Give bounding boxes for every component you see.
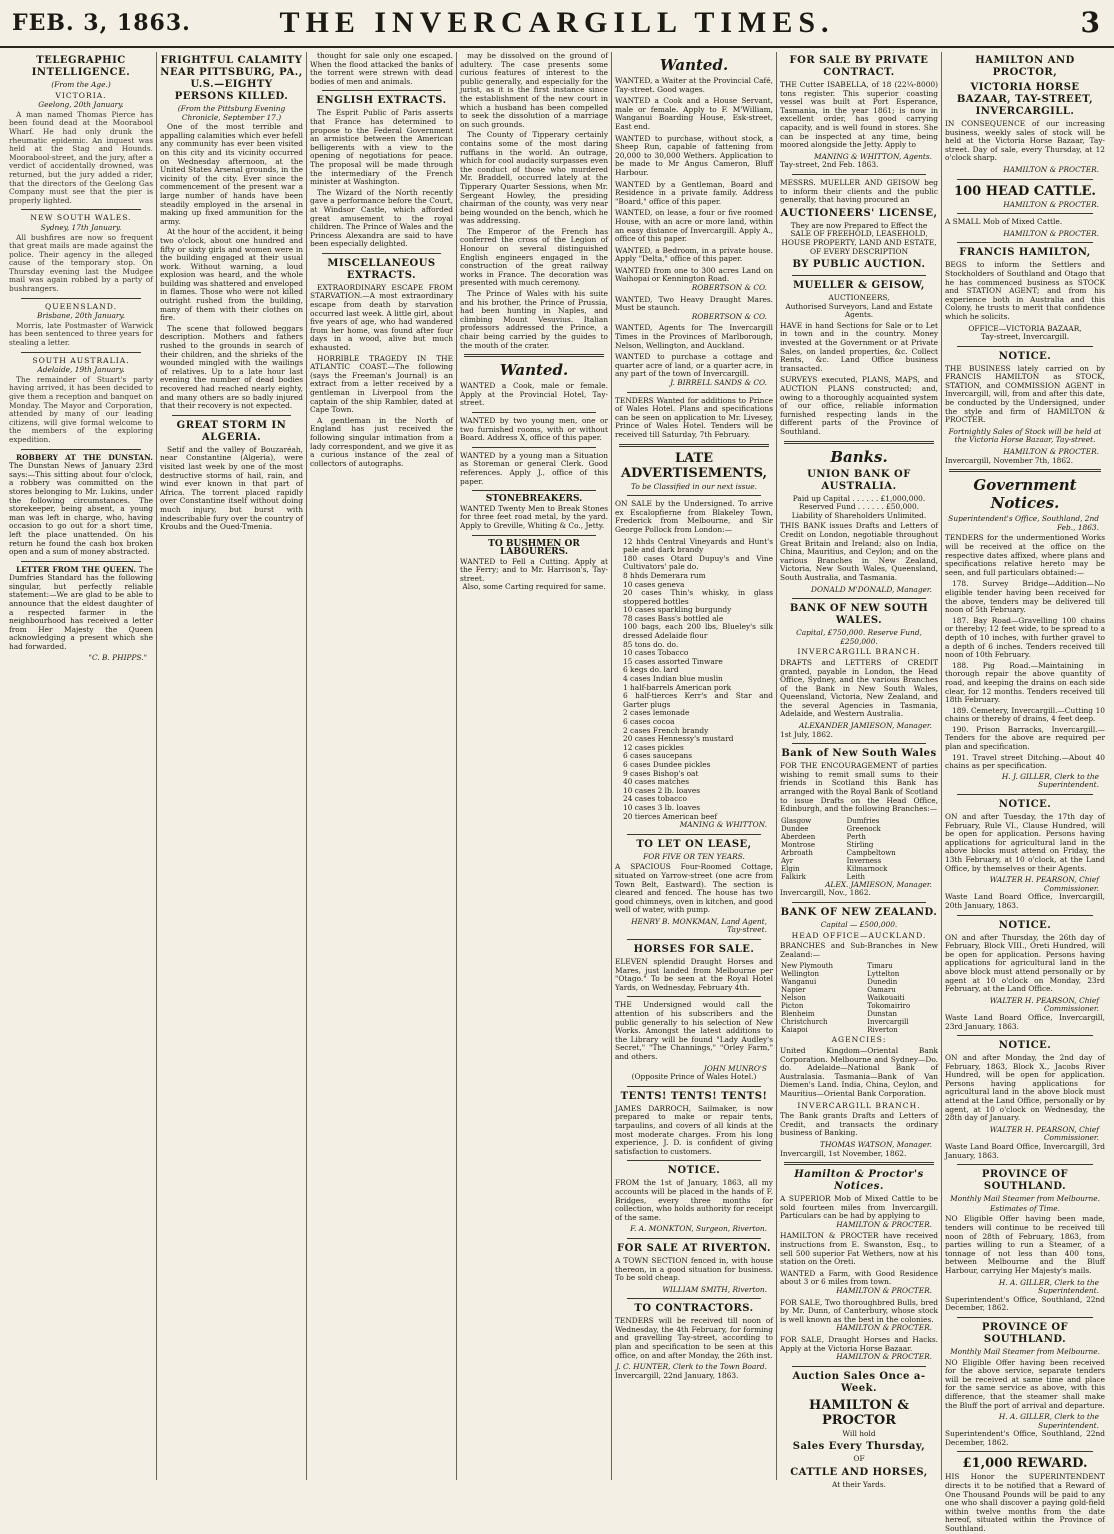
auction-name: HAMILTON & PROCTOR — [808, 1397, 910, 1428]
mueller-surveys: SURVEYS executed, PLANS, MAPS, and AUCTION PLANS constructed; and, owing to a thoroughly acquainted system of our office, reliable information furnished respecting lands in the different parts of the Province of Southland. — [780, 375, 938, 436]
nz-branch-name: Timaru — [867, 962, 893, 971]
nz-branch-name: Lyttelton — [867, 970, 900, 979]
sale-intro: ON SALE by the Undersigned. To arrive ex Escalopfierne from Blakeley Town, Frederick from Melbourne, and Sir George Pollock from London:— — [615, 499, 773, 534]
calamity-heading: FRIGHTFUL CALAMITY NEAR PITTSBURG, PA., U.S.—EIGHTY PERSONS KILLED. — [160, 55, 303, 102]
nz-branch-name: Invercargill — [867, 1018, 909, 1027]
sale-signature: MANING & WHITTON. — [679, 820, 767, 830]
nsw-bank-text: DRAFTS and LETTERS of CREDIT granted, payable in London, the Head Office, Sydney, and the various Branches of the Bank in New South Wales, Queensland, Victoria, New Zealand, and the several Agencies in Tasmania, Adelaide, and Western Australia. — [780, 657, 938, 719]
province-2-date: Superintendent's Office, Southland, 22nd December, 1862. — [945, 1429, 1105, 1447]
nz-branch-name: Dunedin — [867, 978, 898, 987]
sale-list-item: 100 bags, each 200 lbs, Blueley's silk dressed Adelaide flour — [623, 622, 773, 641]
gov-tender-item: 189. Cemetery, Invercargill.—Cutting 10 chains or thereby of drains, 4 feet deep. — [945, 705, 1105, 724]
sa-dateline: Adelaide, 19th January. — [37, 365, 125, 375]
wanted-house-ad: WANTED, on lease, a four or five roomed House, with an acre or more land, within an easy distance of Invercargill. Apply A., office of this paper. — [615, 208, 773, 244]
hp-horses-ad: FOR SALE, Draught Horses and Hacks. Apply at the Victoria Horse Bazaar. HAMILTON & PROCTER. — [780, 1335, 938, 1362]
calamity-text-3: The scene that followed beggars description. Mothers and fathers rushed to the grounds in search of their children, and the shrieks of the wounded mingled with the wailings of relatives. Up to a late hour last evening the number of dead bodies recovered had reached nearly eighty, and many others are so badly injured that their recovery is not expected. — [160, 323, 303, 411]
sale-list-item: 78 cases Bass's bottled ale — [623, 613, 724, 623]
bazaar-text: IN CONSEQUENCE of our increasing business, weekly sales of stock will be held at the Victoria Horse Bazaar, Tay-street. Day of sale, every Thursday, at 12 o'clock sharp. — [945, 119, 1105, 163]
nz-branch-name: Oamaru — [867, 986, 896, 995]
riverton-text: A TOWN SECTION fenced in, with house thereon, in a good situation for business. To be sold cheap. — [615, 1255, 773, 1283]
legion-text: The Emperor of the French has conferred the cross of the Legion of Honour on several distinguished English engineers engaged in the construction of the great railway works in France. The decoration was presented with much ceremony. — [460, 226, 608, 288]
hundred-cattle-signature: HAMILTON & PROCTER. — [1003, 199, 1099, 209]
storm-continued: thought for sale only one escaped. When the flood attacked the banks of the torrent were strewn with dead bodies of men and animals. — [310, 51, 453, 86]
bushmen-ad: TO BUSHMEN OR LABOURERS. WANTED to Fell a Cutting. Apply at the Ferry; and to Mr. Harrison's, Tay-street. Also, some Carting required for same. — [460, 538, 608, 592]
province-2-mail: Monthly Mail Steamer from Melbourne. — [950, 1346, 1100, 1356]
branch-name: Perth — [846, 832, 866, 841]
mueller-intro: MESSRS. MUELLER AND GEISOW beg to inform their clients and the public generally, that having procured an — [780, 177, 938, 205]
auction-goods: CATTLE AND HORSES, — [790, 1466, 928, 1478]
hp-wethers-ad: HAMILTON & PROCTER have received instructions from E. Swanston, Esq., to sell 500 superior Fat Wethers, now at his station on the Oreti. — [780, 1231, 938, 1267]
sale-list-item: 20 tierces American beef — [623, 811, 718, 821]
auctioneers-license: AUCTIONEERS' LICENSE, — [780, 207, 938, 219]
gov-notice-3-signature: WALTER H. PEARSON, Chief Commissioner. — [989, 995, 1099, 1014]
stonebreakers-heading: STONEBREAKERS. — [485, 494, 583, 505]
sale-list-item: 6 kegs do. lard — [623, 665, 679, 675]
nsw2-date: Invercargill, Nov., 1862. — [780, 888, 871, 898]
column-4 — [456, 52, 611, 1480]
sale-list-item: 8 hhds Demerara rum — [623, 570, 706, 580]
gov-tender-item: 187. Bay Road—Gravelling 100 chains or thereby; 12 feet wide, to be spread to a depth of 10 inches, with further gravel to a depth of 6 inches. Tenders received till noon of 10th February. — [945, 615, 1105, 660]
nz-branch-name: Christchurch — [781, 1018, 828, 1027]
gov-tender-item: 190. Prison Barracks, Invercargill.—Tenders for the above are required per plan and specification. — [945, 724, 1105, 752]
misc-extracts-heading: MISCELLANEOUS EXTRACTS. — [327, 257, 436, 281]
gov-notice-4-heading: NOTICE. — [998, 1040, 1052, 1052]
francis-hamilton-text: BEGS to inform the Settlers and Stockholders of Southland and Otago that he has commenced business as STOCK and STATION AGENT; and from his experience both in Australia and this Colony, he trusts to merit that confidence which he solicits. — [945, 260, 1105, 321]
gov-tender-item: 178. Survey Bridge—Addition—No eligible tender having been received for the above, tenders may be delivered till noon of 5th February. — [945, 579, 1105, 615]
province-heading: PROVINCE OF SOUTHLAND. — [981, 1169, 1069, 1193]
mueller-sections: HAVE in hand Sections for Sale or to Let in town and in the country. Money invested at the Government or at Private Sales, on landed properties, &c. Collect Rents, &c. Land Office business transacted. — [780, 320, 938, 373]
masthead — [0, 0, 1114, 48]
francis-hamilton-office-2: Tay-street, Invercargill. — [980, 332, 1070, 342]
scottish-branches — [780, 817, 938, 881]
monkton-notice-heading: NOTICE. — [667, 1165, 721, 1177]
sale-list-item: 9 cases Bishop's oat — [623, 768, 699, 778]
province-signature: H. A. GILLER, Clerk to the Superintendent. — [998, 1277, 1099, 1296]
calamity-source: (From the Pittsburg Evening Chronicle, September 17.) — [177, 104, 286, 122]
union-bank-liability: Liability of Shareholders Unlimited. — [791, 510, 927, 520]
nz-agencies-text: United Kingdom—Oriental Bank Corporation. Melbourne and Sydney—Do. do. Adelaide—National Bank of Australasia. Tasmania—Bank of Van Diemen's Land. India, China, Ceylon, and Mauritius—Oriental Bank Corporation. — [780, 1045, 938, 1098]
cutter-date: Tay-street, 2nd Feb. 1863. — [780, 160, 879, 170]
nsw2-heading: Bank of New South Wales — [781, 748, 937, 760]
to-let-text: A SPACIOUS Four-Roomed Cottage, situated on Yarrow-street (one acre from Town Belt, Eastward). The section is cleared and fenced. The house has two good chimneys, oven in kitchen, and good well of water, with pump. — [615, 862, 773, 915]
wanted-waiter-ad: WANTED, a Waiter at the Provincial Café, Tay-street. Good wages. — [615, 76, 773, 94]
government-notices-heading: Government Notices. — [973, 476, 1077, 513]
tipperary-text: The County of Tipperary certainly contains some of the most daring ruffians in the world. An outrage, which for cool audacity surpasses even the conduct of those who murdered Mr. Braddell, occurred lately at the Tipperary Quarter Sessions, when Mr. Sergeant Howley, the presiding chairman of the county, was very near being wounded on the bench, which he was addressing. — [460, 130, 608, 226]
victoria-bazaar: VICTORIA HORSE BAZAAR, TAY-STREET, INVERCARGILL. — [956, 82, 1094, 117]
sale-list-item: 40 cases matches — [623, 777, 690, 787]
nsw2-text: FOR THE ENCOURAGEMENT of parties wishing to remit small sums to their friends in Scotland this Bank has arranged with the Royal Bank of Scotland to issue Drafts on the Head Office, Edinburgh, and the following Branches:— — [780, 761, 938, 814]
calamity-text-1: One of the most terrible and appalling calamities which ever befell any community has ever been visited on this city and its vicinity occurred on Wednesday afternoon, at the United States Arsenal grounds, in the vicinity of the city. Ever since the commencement of the present war a large number of hands have been steadily employed in the arsenal in making up fixed ammunition for the army. — [160, 122, 303, 226]
sale-list-item: 2 cases French brandy — [623, 725, 709, 735]
hp-cattle-ad: A SUPERIOR Mob of Mixed Cattle to be sold fourteen miles from Invercargill. Particulars can be had by applying to HAMILTON & PROCTER. — [780, 1194, 938, 1229]
telegraphic-source: (From the Age.) — [51, 80, 111, 89]
business-notice-signature: HAMILTON & PROCTER. — [1003, 447, 1099, 457]
contractors-signature: J. C. HUNTER, Clerk to the Town Board. — [615, 1362, 767, 1372]
column-5 — [611, 52, 776, 1480]
wanted-board-ad: WANTED by a Gentleman, Board and Residence in a private family. Address "Board," office of this paper. — [615, 179, 773, 206]
gov-notice-4-signature: WALTER H. PEARSON, Chief Commissioner. — [989, 1124, 1099, 1143]
bushmen-heading: TO BUSHMEN OR LABOURERS. — [488, 538, 580, 558]
small-mob-signature: HAMILTON & PROCTER. — [1003, 228, 1099, 238]
nz-branch-name: Dunstan — [867, 1010, 897, 1019]
queen-letter-heading: LETTER FROM THE QUEEN. — [16, 564, 136, 574]
auction-of: OF — [853, 1454, 865, 1464]
wanted-cottage-ad: WANTED to purchase a cottage and quarter acre of land, or a quarter acre, in any part of the town of Invercargill. J. BIRRELL SANDS & CO. — [615, 352, 773, 387]
sale-list-item: 4 cases Indian blue muslin — [623, 674, 723, 684]
nz-bank-office: HEAD OFFICE—AUCKLAND. — [791, 930, 927, 940]
gov-notice-2-signature: WALTER H. PEARSON, Chief Commissioner. — [989, 875, 1099, 893]
branch-name: Campbeltown — [846, 848, 896, 857]
auction-yards: At their Yards. — [832, 1479, 886, 1489]
nz-branches — [780, 962, 938, 1034]
hp-header: HAMILTON AND PROCTOR, — [975, 55, 1075, 78]
sale-list-item: 10 cases sparkling burgundy — [623, 605, 732, 615]
to-let-signature: HENRY B. MONKMAN, Land Agent, Tay-street. — [631, 916, 767, 935]
branch-name: Falkirk — [781, 872, 806, 881]
misc-text-2: HORRIBLE TRAGEDY IN THE ATLANTIC COAST.—The following (says the Freeman's Journal) is an extract from a letter received by a gentleman in Liverpool from the captain of the ship Rambler, dated at Cape Town. — [310, 353, 453, 415]
branch-name: Elgin — [781, 864, 800, 873]
calamity-text-2: At the hour of the accident, it being two o'clock, about one hundred and fifty or sixty girls and women were in the building engaged at their usual work. Without warning, a loud explosion was heard, and the whole building was shattered and enveloped in flames. Those who were not killed outright rushed from the building, many of them with their clothes on fire. — [160, 227, 303, 323]
wanted-heading-1: Wanted. — [499, 361, 569, 380]
nz-branch-name: Riverton — [867, 1026, 898, 1035]
hp-bulls-ad: FOR SALE, Two thoroughbred Bulls, bred by Mr. Dunn, of Canterbury, whose stock is well known as the best in the colonies. HAMILTON & PROCTER. — [780, 1297, 938, 1333]
nsw-dateline: Sydney, 17th January. — [40, 222, 122, 232]
sale-list-item: 20 cases Thin's whisky, in glass stoppered bottles — [623, 588, 773, 606]
sale-list-item: 20 cases Hennessy's mustard — [623, 734, 734, 744]
gov-notice-3-text: ON and after Thursday, the 26th day of February, Block VIII., Oreti Hundred, will be open for application. Persons having applications for agricultural land in the above block must attend personally or by agent at 10 o'clock on Monday, 23rd February, at the Land Office. — [945, 932, 1105, 994]
qld-dateline: Brisbane, 20th January. — [37, 311, 125, 321]
nz-bank-capital: Capital — £500,000. — [820, 920, 898, 929]
nz-bank-text: BRANCHES and Sub-Branches in New Zealand:— — [780, 941, 938, 959]
cutter-signature: MANING & WHITTON, Agents. — [814, 151, 932, 161]
wanted-bedroom-ad: WANTED, a Bedroom, in a private house. Apply "Delta," office of this paper. — [615, 245, 773, 264]
nz-branch-name: Napier — [781, 986, 806, 995]
contractors-date: Invercargill, 22nd January, 1863. — [615, 1370, 739, 1380]
branch-name: Aberdeen — [781, 832, 816, 841]
nz-invercargill-branch: INVERCARGILL BRANCH. — [797, 1100, 921, 1110]
gov-notice-2-text: ON and after Tuesday, the 17th day of February, Rule VI., Clause Hundred, will be open for application. Persons having applications for agricultural land in the above blocks must attend on Friday, the 13th February, at 10 o'clock, at the Land Office, by themselves or their Agents. — [945, 812, 1105, 873]
to-let-heading: TO LET ON LEASE, — [636, 838, 752, 850]
sale-list-item: 12 hhds Central Vineyards and Hunt's pale and dark brandy — [623, 536, 773, 555]
column-3 — [306, 52, 456, 1480]
nsw-bank-heading: BANK OF NEW SOUTH WALES. — [789, 603, 929, 627]
telegraphic-heading: TELEGRAPHIC INTELLIGENCE. — [31, 55, 131, 78]
column-7 — [941, 52, 1108, 1534]
storm-text: Setif and the valley of Bouzaréah, near Constantine (Algeria), were visited last week by one of the most destructive storms of hail, rain, and wind ever known in that part of Africa. The torrent placed rapidly over Constantine itself without doing much injury, but burst with indescribable fury over the country of Kroubs and the Oued-Tmenia. — [160, 444, 303, 532]
sale-list-item: 1 half-barrels American pork — [623, 682, 732, 692]
business-notice-date: Invercargill, November 7th, 1862. — [945, 455, 1074, 465]
nsw-bank-date: 1st July, 1862. — [780, 729, 833, 739]
branch-name: Greenock — [846, 824, 881, 833]
sale-list-item: 180 cases Otard Dupuy's and Vine Cultivators' pale do. — [623, 553, 773, 572]
nz-branch-name: Blenheim — [781, 1010, 815, 1019]
victoria-heading: VICTORIA. — [55, 90, 107, 100]
sale-list — [615, 538, 773, 822]
auction-sales-heading: Auction Sales Once a-Week. — [792, 1370, 926, 1394]
qld-text: Morris, late Postmaster of Warwick has been sentenced to three years for stealing a letter. — [9, 320, 153, 348]
branch-name: Arbroath — [781, 848, 813, 857]
union-bank-heading: UNION BANK OF AUSTRALIA. — [807, 468, 911, 492]
nz-branch-name: Kaiapoi — [781, 1026, 808, 1035]
gov-notice-2-date: Waste Land Board Office, Invercargill, 20th January, 1863. — [945, 892, 1105, 910]
horses-text: ELEVEN splendid Draught Horses and Mares, just landed from Melbourne per "Otago." To be seen at the Royal Hotel Yards, on Wednesday, February 4th. — [615, 957, 773, 992]
bazaar-signature: HAMILTON & PROCTER. — [1003, 164, 1099, 174]
private-contract-heading: FOR SALE BY PRIVATE CONTRACT. — [789, 55, 929, 78]
branch-name: Montrose — [781, 840, 815, 849]
to-let-sub: FOR FIVE OR TEN YEARS. — [643, 851, 745, 861]
nz-branch-name: Waikouaiti — [867, 994, 905, 1003]
late-ads-heading: LATE ADVERTISEMENTS, — [620, 450, 768, 481]
wanted-sheep-run-ad: WANTED to purchase, without stock, a Sheep Run, capable of fattening from 20,000 to 30,000 Wethers. Application to be made to Mr Angus Cameron, Bluff Harbour. — [615, 133, 773, 177]
phipps-signature: "C. B. PHIPPS." — [88, 652, 147, 662]
nsw-text: All bushfires are now so frequent that great mails are made against the police. Their agency in the alleged cause of the temporary stop. On Thursday evening last the Mudgee mail was again robbed by a party of bushrangers. — [9, 232, 153, 294]
branch-name: Stirling — [846, 840, 874, 849]
nsw-bank-branch: INVERCARGILL BRANCH. — [797, 647, 921, 657]
issue-date: FEB. 3, 1863. — [12, 10, 191, 36]
branch-name: Kilmarnock — [846, 864, 888, 873]
sale-list-item: 85 tons do. do. — [623, 639, 679, 649]
francis-hamilton-office: OFFICE—VICTORIA BAZAAR, — [968, 323, 1082, 333]
wanted-heading-2: Wanted. — [659, 56, 729, 74]
hundred-cattle-heading: 100 HEAD CATTLE. — [954, 183, 1096, 199]
sale-list-item: 10 cases 2 lb. loaves — [623, 785, 701, 795]
queen-letter: LETTER FROM THE QUEEN. The Dumfries Standard has the following singular, but perfectly reliable statement:—We are glad to be able to announce that the eldest daughter of a respected farmer in the neighbourhood has received a letter from Her Majesty the Queen acknowledging a present which she had forwarded. — [9, 564, 153, 652]
dunstan-robbery-heading: ROBBERY AT THE DUNSTAN. — [16, 452, 153, 462]
monkton-notice-text: FROM the 1st of January, 1863, all my accounts will be placed in the hands of F. Bridges, every three months for collection, who holds authority for receipt of the same. — [615, 1178, 773, 1222]
mueller-title-2: Authorised Surveyors, Land and Estate Agents. — [785, 301, 933, 320]
gov-tender-items — [945, 580, 1105, 770]
province-2-heading: PROVINCE OF SOUTHLAND. — [981, 1321, 1069, 1345]
branch-name: Ayr — [781, 856, 794, 865]
wanted-land-ad: WANTED from one to 300 acres Land on Waihopai or Kennington Road. ROBERTSON & CO. — [615, 265, 773, 293]
province-mail: Monthly Mail Steamer from Melbourne. — [950, 1194, 1100, 1204]
nz-branch-name: Nelson — [781, 994, 806, 1003]
nz-branch-name: Picton — [781, 1002, 804, 1011]
branch-name: Leith — [846, 872, 866, 881]
sale-list-item: 10 cases geneva — [623, 579, 685, 589]
english-text-2: The Wizard of the North recently gave a performance before the Court, at Windsor Castle, which afforded great amusement to the royal children. The Prince of Wales and the Princess Alexandra are said to have been especially delighted. — [310, 187, 453, 249]
branch-name: Inverness — [846, 856, 882, 865]
banks-heading: Banks. — [830, 447, 888, 466]
qld-heading: QUEENSLAND. — [45, 301, 117, 311]
nz-branch-name: Tokomairiro — [867, 1002, 911, 1011]
sa-text: The remainder of Stuart's party having arrived, it has been decided to give them a reception and banquet on Monday. The Mayor and Corporation, attended by many of our leading citizens, will give formal welcome to the members of the exploring expedition. — [9, 374, 153, 444]
nz-bank-heading: BANK OF NEW ZEALAND. — [780, 907, 938, 918]
gov-tender-item: 191. Travel street Ditching.—About 40 chains as per specification. — [945, 752, 1105, 771]
page-number: 3 — [1080, 6, 1100, 39]
province-estimates: Estimates of Time. — [990, 1203, 1060, 1213]
union-bank-signature: DONALD M'DONALD, Manager. — [811, 584, 932, 594]
storm-heading: GREAT STORM IN ALGERIA. — [176, 419, 287, 443]
wanted-rooms-ad: WANTED by two young men, one or two furnished rooms, with or without Board. Address X, office of this paper. — [460, 415, 608, 443]
late-ads-sub: To be Classified in our next issue. — [631, 481, 757, 491]
cutter-ad: THE Cutter ISABELLA, of 18 (22¼-8000) tons register. This superior coasting vessel was built at Port Esperance, Tasmania, in the year 1861; is now in excellent order, has good carrying capacity, and is well found in stores. She can be inspected at any time, being moored alongside the Jetty. Apply to — [780, 80, 938, 150]
small-mob-ad: A SMALL Mob of Mixed Cattle. — [945, 217, 1063, 227]
gov-tenders-text: TENDERS for the undermentioned Works will be received at the office on the respective dates affixed, where plans and specifications relative hereto may be seen, and full particulars obtained:— — [945, 533, 1105, 577]
province-date: Superintendent's Office, Southland, 22nd December, 1862. — [945, 1294, 1105, 1313]
gov-notice-4-date: Waste Land Board Office, Invercargill, 3rd January, 1863. — [945, 1142, 1105, 1160]
sale-list-item: 24 cases tobacco — [623, 794, 687, 804]
wanted-agents-ad: WANTED, Agents for The Invercargill Times in the Provinces of Marlborough, Nelson, Wellington, and Auckland. — [615, 323, 773, 350]
wanted-cook-ad: WANTED a Cook, male or female. Apply at the Provincial Hotel, Tay-street. — [460, 381, 608, 408]
mueller-name: MUELLER & GEISOW, — [793, 280, 925, 292]
francis-hamilton-heading: FRANCIS HAMILTON, — [959, 247, 1091, 259]
misc-text-1: EXTRAORDINARY ESCAPE FROM STARVATION.—A most extraordinary escape from death by starvation occurred last week. A little girl, about five years of age, who had wandered from her home, was found after four days in a wood, alive but much exhausted. — [310, 282, 453, 353]
nsw-bank-capital: Capital, £750,000. Reserve Fund, £250,000. — [796, 628, 922, 646]
sale-list-item: 6 cases cocoa — [623, 717, 675, 726]
sale-list-item: 10 cases 3 lb. loaves — [623, 802, 701, 812]
branch-name: Dumfries — [846, 816, 880, 825]
library-signature-2: (Opposite Prince of Wales Hotel.) — [631, 1072, 757, 1082]
tents-heading: TENTS! TENTS! TENTS! — [620, 1090, 768, 1102]
library-signature: JOHN MUNRO'S — [703, 1063, 767, 1073]
tenders-ad: TENDERS Wanted for additions to Prince of Wales Hotel. Plans and specifications can be seen on application to Mr. Livesey, Prince of Wales Hotel. Tenders will be received till Saturday, 7th February. — [615, 395, 773, 439]
divorce-text: may be dissolved on the ground of adultery. The case presents some curious features of interest to the public generally, and especially for the jurist, as it is the first instance since the establishment of the new court in which a husband has been compelled to seek the dissolution of a marriage on such grounds. — [460, 51, 608, 129]
business-notice-text: THE BUSINESS lately carried on by FRANCIS HAMILTON as STOCK, STATION, and COMMISSION AGENT in Invercargill, will, from and after this date, be conducted by the Undersigned, under the style and firm of HAMILTON & PROCTER. — [945, 363, 1105, 425]
contractors-heading: TO CONTRACTORS. — [634, 1303, 754, 1315]
nsw-bank-signature: ALEXANDER JAMIESON, Manager. — [799, 721, 932, 731]
victoria-text: A man named Thomas Pierce has been found dead at the Moorabool Wharf. He had only drunk the rheumatic epidemic. An inquest was held at the Stag and Hounds. Moorabool-street, and the jury, after a verdict of accidentally drowned, was returned, but the jury added a rider, that the directors of the Geelong Gas Company must see that the pier is properly lighted. — [9, 109, 153, 205]
nsw2-signature: ALEX. JAMIESON, Manager. — [825, 879, 932, 889]
sale-list-item: 6 cases saucepans — [623, 751, 693, 761]
province-2-text: NO Eligible Offer having been received for the above service, separate tenders will be received at same time and place for the same service as above, with this difference, that the steamer shall make the Bluff the port of arrival and departure. — [945, 1357, 1105, 1410]
nz-signature: THOMAS WATSON, Manager. — [820, 1139, 932, 1149]
prince-text: The Prince of Wales with his suite and his brother, the Prince of Prussia, had been hunting in Naples, and climbing Mount Vesuvius. Italian professors addressed the Prince, a chair being carried by the guides to the mouth of the crater. — [460, 289, 608, 350]
riverton-heading: FOR SALE AT RIVERTON. — [617, 1242, 771, 1254]
monkton-signature: F. A. MONKTON, Surgeon, Riverton. — [630, 1224, 767, 1234]
gov-tender-item: 188. Pig Road.—Maintaining in thorough repair the above quantity of road, and keeping the drains on each side clear, for 12 months. Tenders received till 18th February. — [945, 660, 1105, 705]
sale-list-item: 12 cases pickles — [623, 742, 684, 752]
horses-heading: HORSES FOR SALE. — [633, 944, 755, 956]
hp-notices-heading: Hamilton & Proctor's Notices. — [794, 1169, 924, 1193]
sa-heading: SOUTH AUSTRALIA. — [32, 355, 130, 365]
nz-branch-name: Wellington — [781, 970, 820, 979]
mueller-sale-text: They are now Prepared to Effect the SALE OF FREEHOLD, LEASEHOLD, HOUSE PROPERTY, LAND AND ESTATE, OF EVERY DESCRIPTION — [781, 220, 937, 256]
dunstan-robbery: ROBBERY AT THE DUNSTAN. The Dunstan News of January 23rd says:—This sitting about four o'clock, a robbery was committed on the stores belonging to Mr. Lukins, under the following circumstances. The storekeeper, being absent, a young man was left in charge, who, having occasion to go out for a short time, left the place unattended. On his return he found the cash box broken open and a sum of money abstracted. — [9, 452, 153, 557]
gov-notice-2-heading: NOTICE. — [998, 799, 1052, 811]
contractors-text: TENDERS will be received till noon of Wednesday, the 4th February, for forming and gravelling Tay-street, according to plan and specification to be seen at this office, on and after Monday, the 26th inst. — [615, 1316, 773, 1360]
fortnightly-sales: Fortnightly Sales of Stock will be held at the Victoria Horse Bazaar, Tay-street. — [948, 426, 1102, 445]
tents-text: JAMES DARROCH, Sailmaker, is now prepared to make or repair tents, tarpaulins, and covers of all kinds at the most moderate charges. From his long experience, J. D. is confident of giving satisfaction to customers. — [615, 1103, 773, 1156]
hp-farm-ad: WANTED a Farm, with Good Residence about 3 or 6 miles from town. HAMILTON & PROCTER. — [780, 1268, 938, 1296]
column-6 — [776, 52, 941, 1489]
nz-date: Invercargill, 1st November, 1862. — [780, 1148, 907, 1158]
branch-name: Dundee — [781, 824, 809, 833]
mueller-title: AUCTIONEERS, — [828, 293, 890, 303]
public-auction: BY PUBLIC AUCTION. — [792, 259, 926, 271]
auction-will: Will hold — [842, 1428, 876, 1438]
reward-text: HIS Honor the SUPERINTENDENT directs it to be notified that a Reward of One Thousand Pounds will be paid to any one who shall discover a paying gold-field within twelve months from the date hereof, situated within the Province of Southland. — [945, 1472, 1105, 1534]
gov-notice-3-date: Waste Land Board Office, Invercargill, 23rd January, 1863. — [945, 1012, 1105, 1031]
nz-branch-name: Wanganui — [781, 978, 817, 987]
victoria-dateline: Geelong, 20th January. — [38, 100, 124, 110]
province-text: NO Eligible Offer having been made, tenders will continue to be received till noon of 28th of February, 1863, from parties willing to run a Steamer, of a tonnage of not less than 400 tons, between Melbourne and the Bluff Harbour, carrying Her Majesty's mails. — [945, 1214, 1105, 1275]
newspaper-title: THE INVERCARGILL TIMES. — [279, 6, 835, 39]
gov-tenders-signature: H. J. GILLER, Clerk to the Superintendent. — [1001, 771, 1099, 790]
province-2-signature: H. A. GILLER, Clerk to the Superintendent. — [998, 1412, 1099, 1430]
sale-list-item: 6 half-tierces Kerr's and Star and Garter plugs — [623, 691, 773, 709]
gov-notice-4-text: ON and after Monday, the 2nd day of February, 1863, Block X., Jacobs River Hundred, will be open for application. Persons having applications for agricultural land in the above block must attend at the Land Office, personally or by agent, at 10 o'clock on Wednesday, the 28th day of January. — [945, 1053, 1105, 1123]
union-bank-reserve: Reserved Fund . . . . . . £50,000. — [798, 502, 920, 512]
union-bank-capital: Paid up Capital . . . . . . £1,000,000. — [792, 493, 926, 503]
library-text: THE Undersigned would call the attention of his subscribers and the public generally to his selection of New Works. Amongst the latest additions to the Library will be found "Lady Audley's Secret," "The Channings," "Orley Farm," and others. — [615, 1000, 773, 1061]
riverton-signature: WILLIAM SMITH, Riverton. — [662, 1284, 767, 1294]
nz-branch-name: New Plymouth — [781, 962, 834, 971]
wanted-mares-ad: WANTED, Two Heavy Draught Mares. Must be staunch. ROBERTSON & CO. — [615, 294, 773, 321]
stonebreakers-ad: STONEBREAKERS. WANTED Twenty Men to Break Stones for three feet road metal, by the yard. Apply to Greville, Whiting & Co., Jetty. — [460, 494, 608, 530]
nsw-heading: NEW SOUTH WALES. — [30, 213, 132, 223]
sale-list-item: 10 cases Tobacco — [623, 648, 689, 658]
business-notice-heading: NOTICE. — [998, 350, 1052, 362]
branch-name: Glasgow — [781, 816, 812, 825]
union-bank-text: THIS BANK issues Drafts and Letters of Credit on London, negotiable throughout Great Britain and Ireland; also on India, China, Mauritius, and Ceylon; and on the various Branches in New Zealand, Victoria, New South Wales, Queensland, South Australia, and Tasmania. — [780, 521, 938, 582]
wanted-situation-ad: WANTED by a young man a Situation as Storeman or general Clerk. Good references. Apply J., office of this paper. — [460, 450, 608, 486]
columns — [6, 51, 1108, 1534]
column-1 — [6, 52, 156, 1480]
nz-branch-text: The Bank grants Drafts and Letters of Credit, and transacts the ordinary business of Banking. — [780, 1111, 938, 1138]
misc-text-3: A gentleman in the North of England has just received the following singular intimation from a lady correspondent, and we give it as a curious instance of the zeal of collectors of autographs. — [310, 415, 453, 468]
column-2 — [156, 52, 306, 1480]
reward-heading: £1,000 REWARD. — [962, 1456, 1088, 1472]
auction-days: Sales Every Thursday, — [792, 1441, 926, 1453]
gov-tenders-place: Superintendent's Office, Southland, 2nd Feb., 1863. — [948, 514, 1099, 532]
english-text-1: The Esprit Public of Paris asserts that France has determined to propose to the Federal Government an armistice between the American belligerents with a view to the opening of negotiations for peace. The proposal will be made through the intermediary of the French minister at Washington. — [310, 108, 453, 187]
wanted-servant-ad: WANTED a Cook and a House Servant, male or female. Apply to F. M'William, Wanganui Boarding House, Esk-street, East end. — [615, 96, 773, 131]
nz-agencies-heading: AGENCIES: — [831, 1035, 887, 1045]
english-extracts-heading: ENGLISH EXTRACTS. — [316, 95, 447, 107]
sale-list-item: 6 cases Dundee pickles — [623, 759, 711, 769]
sale-list-item: 2 cases lemonade — [623, 708, 690, 718]
gov-notice-3-heading: NOTICE. — [998, 919, 1052, 931]
sale-list-item: 15 cases assorted Tinware — [623, 656, 723, 666]
